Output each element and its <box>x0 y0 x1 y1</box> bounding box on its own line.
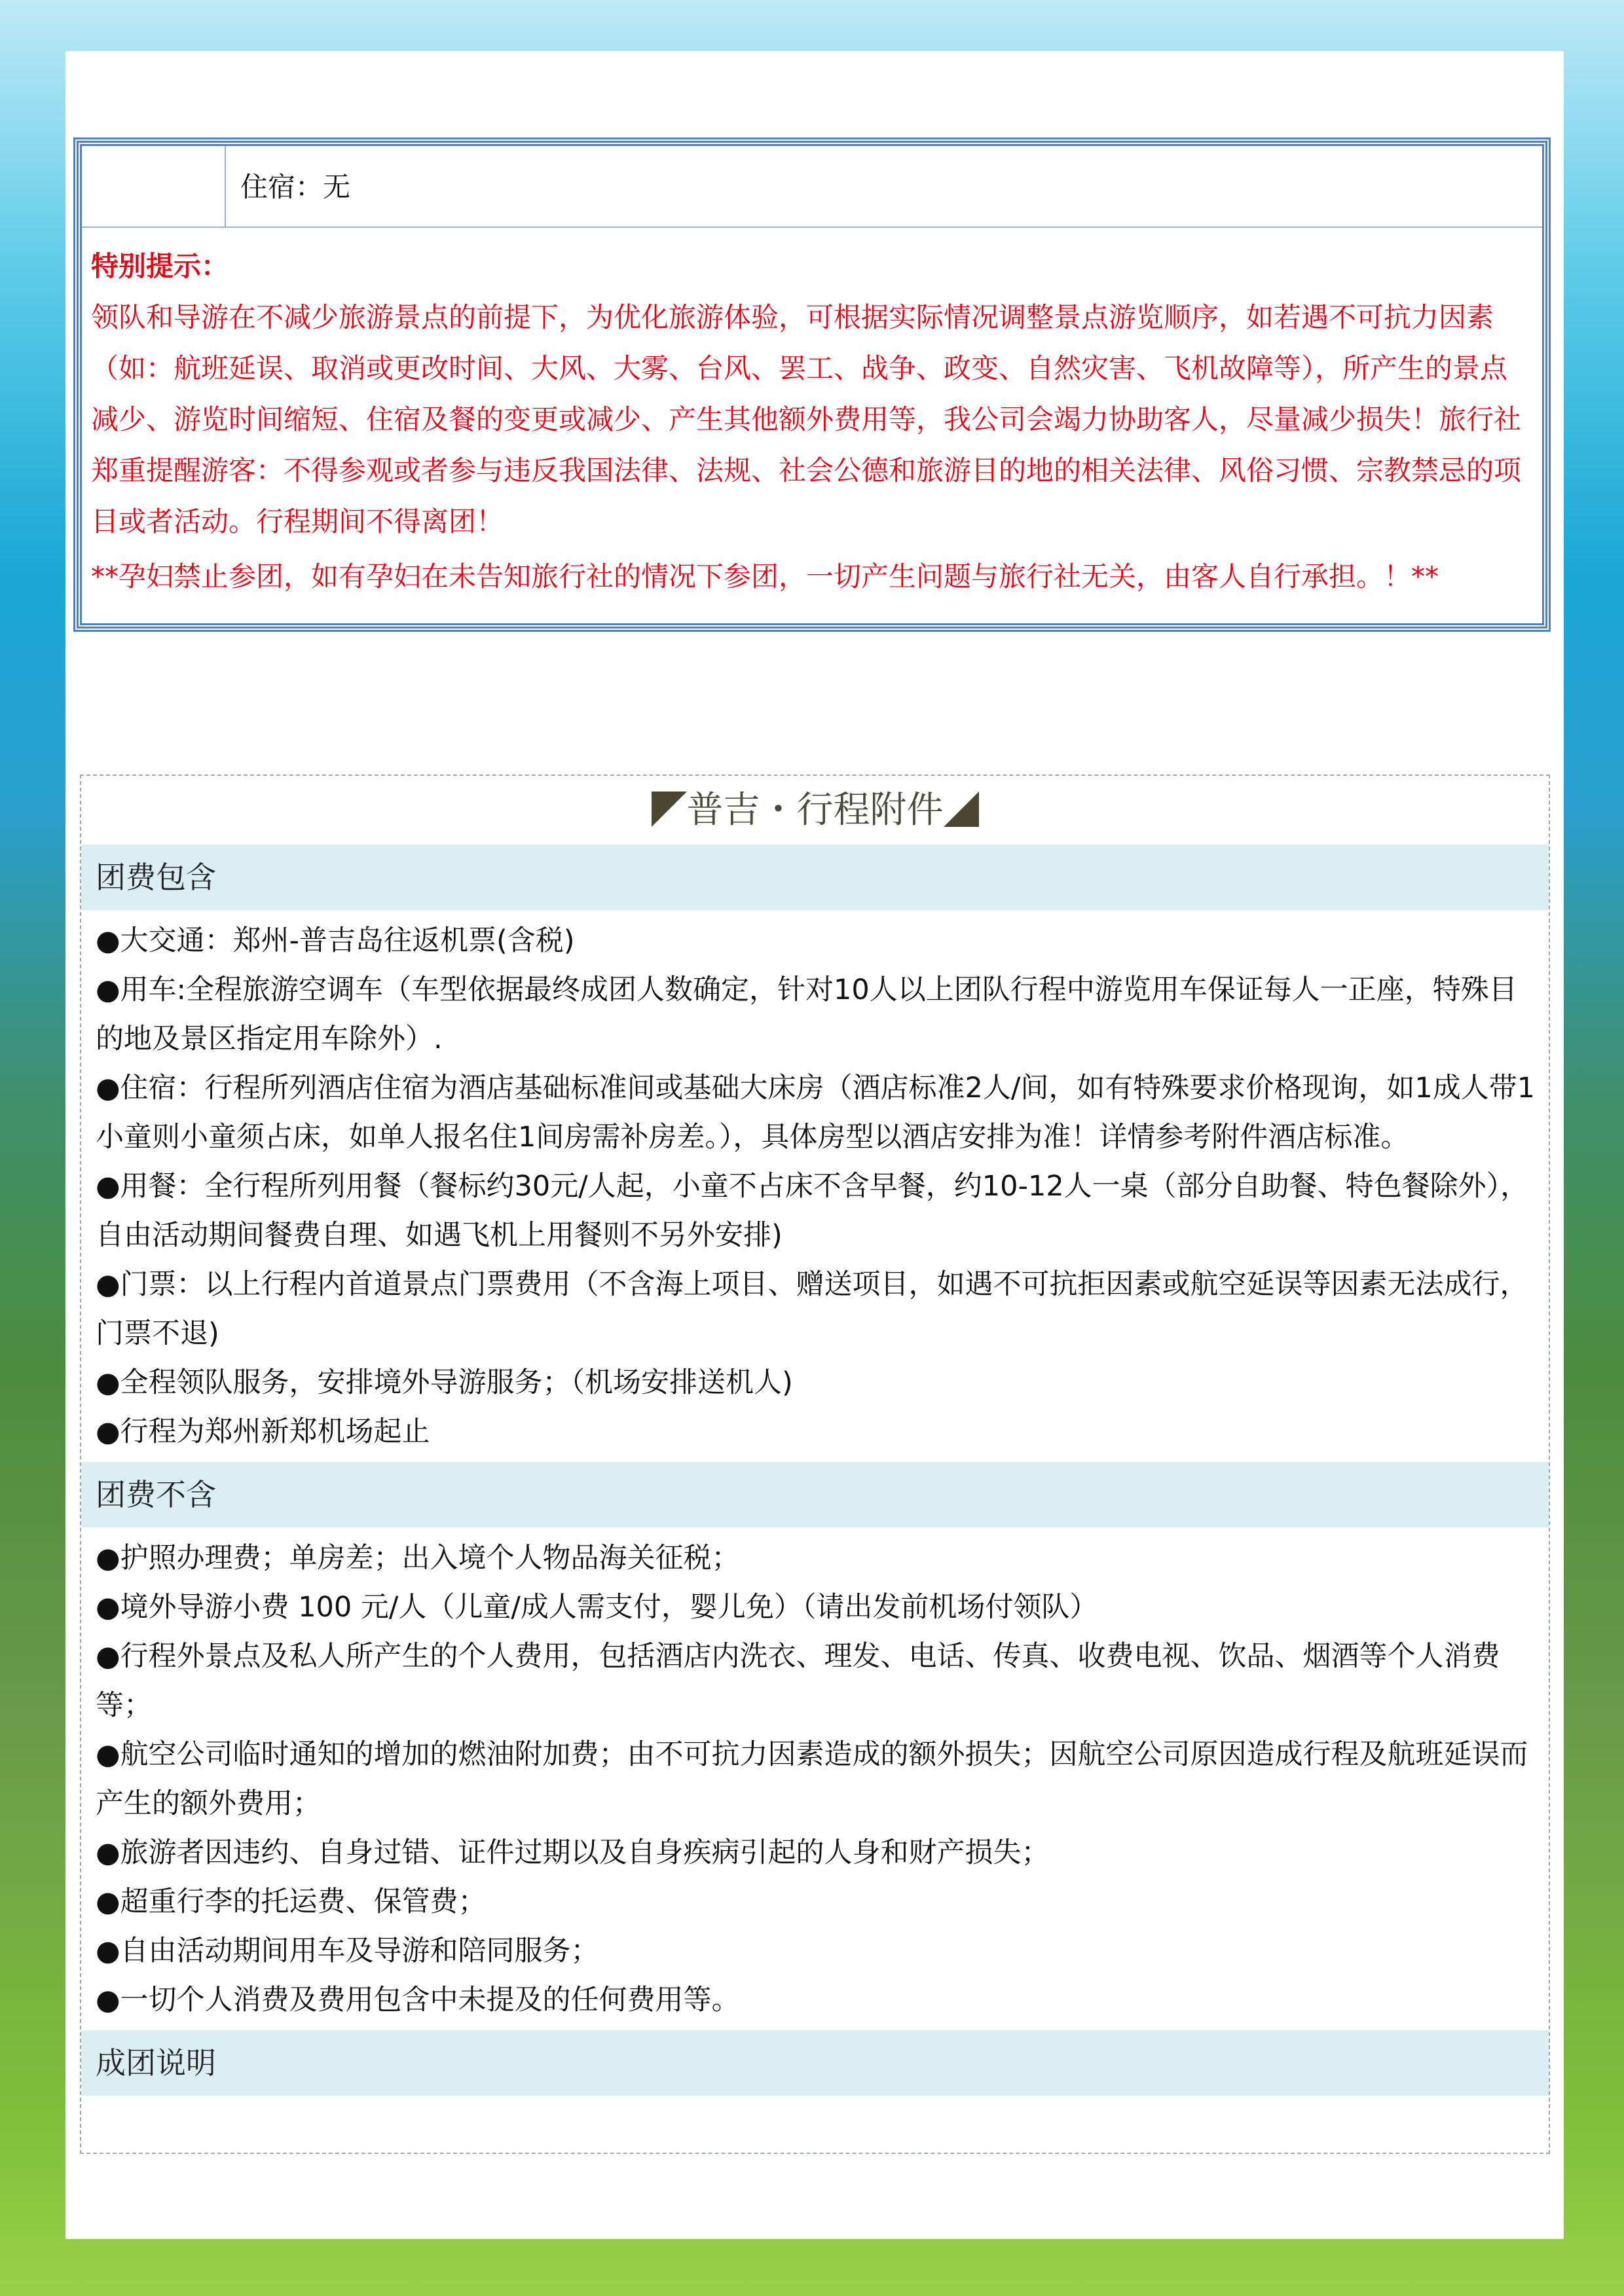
special-notice-body: 领队和导游在不减少旅游景点的前提下，为优化旅游体验，可根据实际情况调整景点游览顺序，如若遇不可抗力因素（如：航班延误、取消或更改时间、大风、大雾、台风、罢工、战争、政变、自然灾害、飞机故障等），所产生的景点减少、游览时间缩短、住宿及餐的变更或减少、产生其他额外费用等，我公司会竭力协助客人，尽量减少损失！旅行社郑重提醒游客：不得参观或者参与违反我国法律、法规、社会公德和旅游目的地的相关法律、风俗习惯、宗教禁忌的项目或者活动。行程期间不得离团！ <box>91 301 1522 538</box>
list-item: ●用车:全程旅游空调车（车型依据最终成团人数确定，针对10人以上团队行程中游览用车保证每人一正座，特殊目的地及景区指定用车除外）. <box>96 974 1517 1055</box>
list-item: ●大交通：郑州-普吉岛往返机票(含税) <box>96 924 575 957</box>
list-item: ●行程为郑州新郑机场起止 <box>96 1415 430 1448</box>
excluded-heading: 团费不含 <box>81 1462 1549 1527</box>
list-item: ●住宿：行程所列酒店住宿为酒店基础标准间或基础大床房（酒店标准2人/间，如有特殊要求价格现询，如1成人带1小童则小童须占床，如单人报名住1间房需补房差。），具体房型以酒店安排为准！详情参考附件酒店标准。 <box>96 1072 1536 1154</box>
special-notice <box>82 228 1542 602</box>
list-item: ●行程外景点及私人所产生的个人费用，包括酒店内洗衣、理发、电话、传真、收费电视、饮品、烟酒等个人消费等； <box>96 1640 1500 1722</box>
list-item: ●境外导游小费 100 元/人（儿童/成人需支付，婴儿免）（请出发前机场付领队） <box>96 1591 1098 1624</box>
itinerary-notice-table <box>77 141 1547 629</box>
attachment-section <box>80 774 1550 2154</box>
excluded-list <box>81 1527 1549 2030</box>
included-heading: 团费包含 <box>81 845 1549 910</box>
list-item: ●用餐：全行程所列用餐（餐标约30元/人起，小童不占床不含早餐，约10-12人一桌（部分自助餐、特色餐除外），自由活动期间餐费自理、如遇飞机上用餐则不另外安排) <box>96 1170 1529 1252</box>
list-item: ●全程领队服务，安排境外导游服务；（机场安排送机人) <box>96 1366 793 1399</box>
lodging-text: 住宿：无 <box>240 171 351 203</box>
list-item: ●门票：以上行程内首道景点门票费用（不含海上项目、赠送项目，如遇不可抗拒因素或航空延误等因素无法成行，门票不退) <box>96 1268 1528 1350</box>
list-item: ●旅游者因违约、自身过错、证件过期以及自身疾病引起的人身和财产损失； <box>96 1836 1050 1869</box>
triangle-right-icon <box>944 792 979 827</box>
attachment-title <box>81 776 1549 845</box>
pregnancy-notice: **孕妇禁止参团，如有孕妇在未告知旅行社的情况下参团，一切产生问题与旅行社无关，由客人自行承担。！** <box>91 560 1439 592</box>
list-item: ●航空公司临时通知的增加的燃油附加费；由不可抗力因素造成的额外损失；因航空公司原因造成行程及航班延误而产生的额外费用； <box>96 1738 1528 1820</box>
special-notice-heading: 特别提示： <box>91 250 229 282</box>
list-item: ●自由活动期间用车及导游和陪同服务； <box>96 1935 599 1967</box>
empty-cell <box>82 146 226 227</box>
lodging-row <box>82 146 1542 228</box>
included-list <box>81 910 1549 1462</box>
list-item: ●超重行李的托运费、保管费； <box>96 1886 487 1918</box>
list-item: ●护照办理费；单房差；出入境个人物品海关征税； <box>96 1542 740 1575</box>
triangle-left-icon <box>652 792 687 827</box>
attachment-title-text: 普吉・行程附件 <box>686 789 944 831</box>
list-item: ●一切个人消费及费用包含中未提及的任何费用等。 <box>96 1984 740 2016</box>
group-notes-heading: 成团说明 <box>81 2030 1549 2096</box>
